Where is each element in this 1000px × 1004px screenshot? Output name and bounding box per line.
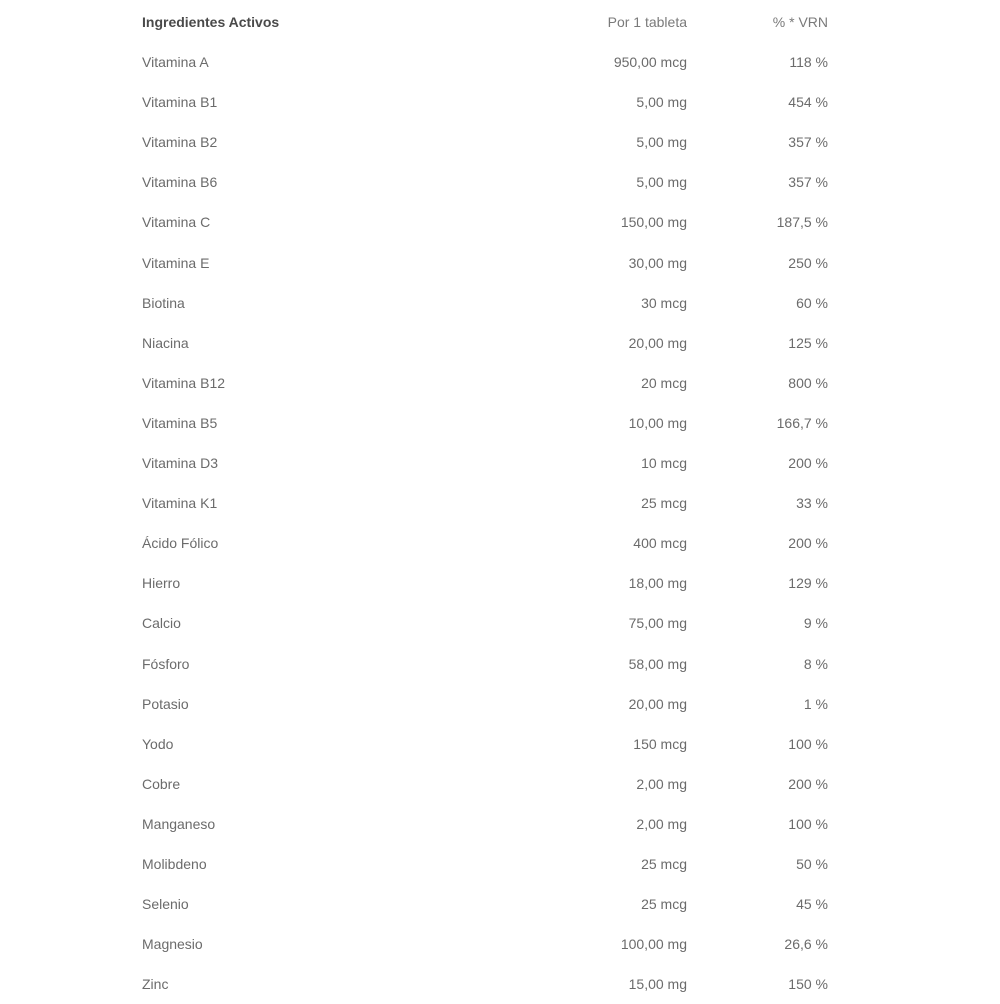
ingredient-cell: Hierro xyxy=(142,575,181,592)
vrn-cell: 1 % xyxy=(803,695,828,712)
vrn-cell: 100 % xyxy=(788,815,828,832)
vrn-cell: 357 % xyxy=(788,134,828,151)
table-header-row xyxy=(142,2,832,42)
table-row xyxy=(142,724,832,764)
vrn-cell: 150 % xyxy=(788,976,828,993)
vrn-cell: 50 % xyxy=(796,855,828,872)
amount-cell: 5,00 mg xyxy=(636,174,687,191)
amount-cell: 10,00 mg xyxy=(628,414,687,431)
table-row xyxy=(142,202,832,242)
ingredient-cell: Selenio xyxy=(142,896,189,913)
amount-cell: 25 mcg xyxy=(641,855,687,872)
table-row xyxy=(142,42,832,82)
vrn-cell: 166,7 % xyxy=(776,414,828,431)
table-row xyxy=(142,363,832,403)
vrn-cell: 187,5 % xyxy=(776,214,828,231)
vrn-cell: 357 % xyxy=(788,174,828,191)
table-row xyxy=(142,483,832,523)
table-row xyxy=(142,764,832,804)
table-row xyxy=(142,924,832,964)
vrn-cell: 26,6 % xyxy=(784,936,828,953)
vrn-cell: 118 % xyxy=(789,54,828,71)
amount-cell: 5,00 mg xyxy=(636,134,687,151)
amount-cell: 20,00 mg xyxy=(628,695,687,712)
amount-cell: 150 mcg xyxy=(633,735,687,752)
table-row xyxy=(142,644,832,684)
amount-cell: 25 mcg xyxy=(641,896,687,913)
ingredient-cell: Cobre xyxy=(142,775,181,792)
amount-cell: 30 mcg xyxy=(641,294,687,311)
amount-cell: 10 mcg xyxy=(641,455,687,472)
table-row xyxy=(142,603,832,643)
table-row xyxy=(142,283,832,323)
vrn-cell: 9 % xyxy=(803,615,828,632)
ingredient-cell: Fósforo xyxy=(142,655,190,672)
vrn-cell: 200 % xyxy=(788,775,828,792)
table-row xyxy=(142,243,832,283)
ingredient-cell: Yodo xyxy=(142,735,174,752)
ingredient-cell: Vitamina D3 xyxy=(142,455,219,472)
vrn-cell: 45 % xyxy=(796,896,828,913)
ingredient-cell: Manganeso xyxy=(142,815,216,832)
vrn-cell: 200 % xyxy=(788,455,828,472)
table-row xyxy=(142,563,832,603)
vrn-cell: 8 % xyxy=(803,655,828,672)
header-vrn: % * VRN xyxy=(772,14,828,30)
amount-cell: 150,00 mg xyxy=(620,214,687,231)
ingredient-cell: Vitamina C xyxy=(142,214,211,231)
amount-cell: 2,00 mg xyxy=(636,775,687,792)
header-ingredient: Ingredientes Activos xyxy=(142,14,280,30)
ingredient-cell: Vitamina B1 xyxy=(142,94,218,111)
table-row xyxy=(142,684,832,724)
ingredient-cell: Niacina xyxy=(142,334,189,351)
amount-cell: 18,00 mg xyxy=(628,575,687,592)
amount-cell: 20,00 mg xyxy=(628,334,687,351)
vrn-cell: 250 % xyxy=(788,254,828,271)
table-row xyxy=(142,162,832,202)
ingredient-cell: Potasio xyxy=(142,695,189,712)
table-row xyxy=(142,804,832,844)
ingredient-cell: Vitamina A xyxy=(142,54,209,71)
amount-cell: 100,00 mg xyxy=(620,936,687,953)
amount-cell: 25 mcg xyxy=(641,495,687,512)
amount-cell: 400 mcg xyxy=(633,535,687,552)
ingredient-cell: Calcio xyxy=(142,615,181,632)
ingredient-cell: Vitamina B6 xyxy=(142,174,218,191)
amount-cell: 2,00 mg xyxy=(636,815,687,832)
vrn-cell: 100 % xyxy=(788,735,828,752)
ingredient-cell: Vitamina B5 xyxy=(142,414,218,431)
amount-cell: 30,00 mg xyxy=(628,254,687,271)
header-amount: Por 1 tableta xyxy=(607,14,687,30)
nutrition-table xyxy=(142,2,832,1004)
ingredient-cell: Vitamina B12 xyxy=(142,374,226,391)
amount-cell: 950,00 mcg xyxy=(613,54,687,71)
ingredient-cell: Molibdeno xyxy=(142,855,207,872)
ingredient-cell: Vitamina K1 xyxy=(142,495,218,512)
ingredient-cell: Ácido Fólico xyxy=(142,535,219,552)
table-row xyxy=(142,122,832,162)
vrn-cell: 454 % xyxy=(788,94,828,111)
amount-cell: 58,00 mg xyxy=(628,655,687,672)
table-row xyxy=(142,443,832,483)
amount-cell: 5,00 mg xyxy=(636,94,687,111)
ingredient-cell: Vitamina E xyxy=(142,254,210,271)
table-row xyxy=(142,82,832,122)
amount-cell: 15,00 mg xyxy=(628,976,687,993)
vrn-cell: 60 % xyxy=(796,294,828,311)
ingredient-cell: Vitamina B2 xyxy=(142,134,218,151)
table-row xyxy=(142,403,832,443)
vrn-cell: 800 % xyxy=(788,374,828,391)
amount-cell: 20 mcg xyxy=(641,374,687,391)
vrn-cell: 125 % xyxy=(788,334,828,351)
table-row xyxy=(142,523,832,563)
amount-cell: 75,00 mg xyxy=(628,615,687,632)
table-row xyxy=(142,323,832,363)
table-row xyxy=(142,964,832,1004)
vrn-cell: 200 % xyxy=(788,535,828,552)
ingredient-cell: Biotina xyxy=(142,294,185,311)
vrn-cell: 129 % xyxy=(788,575,828,592)
vrn-cell: 33 % xyxy=(796,495,828,512)
ingredient-cell: Zinc xyxy=(142,976,169,993)
table-row xyxy=(142,844,832,884)
table-row xyxy=(142,884,832,924)
table-body xyxy=(142,42,832,1004)
ingredient-cell: Magnesio xyxy=(142,936,203,953)
